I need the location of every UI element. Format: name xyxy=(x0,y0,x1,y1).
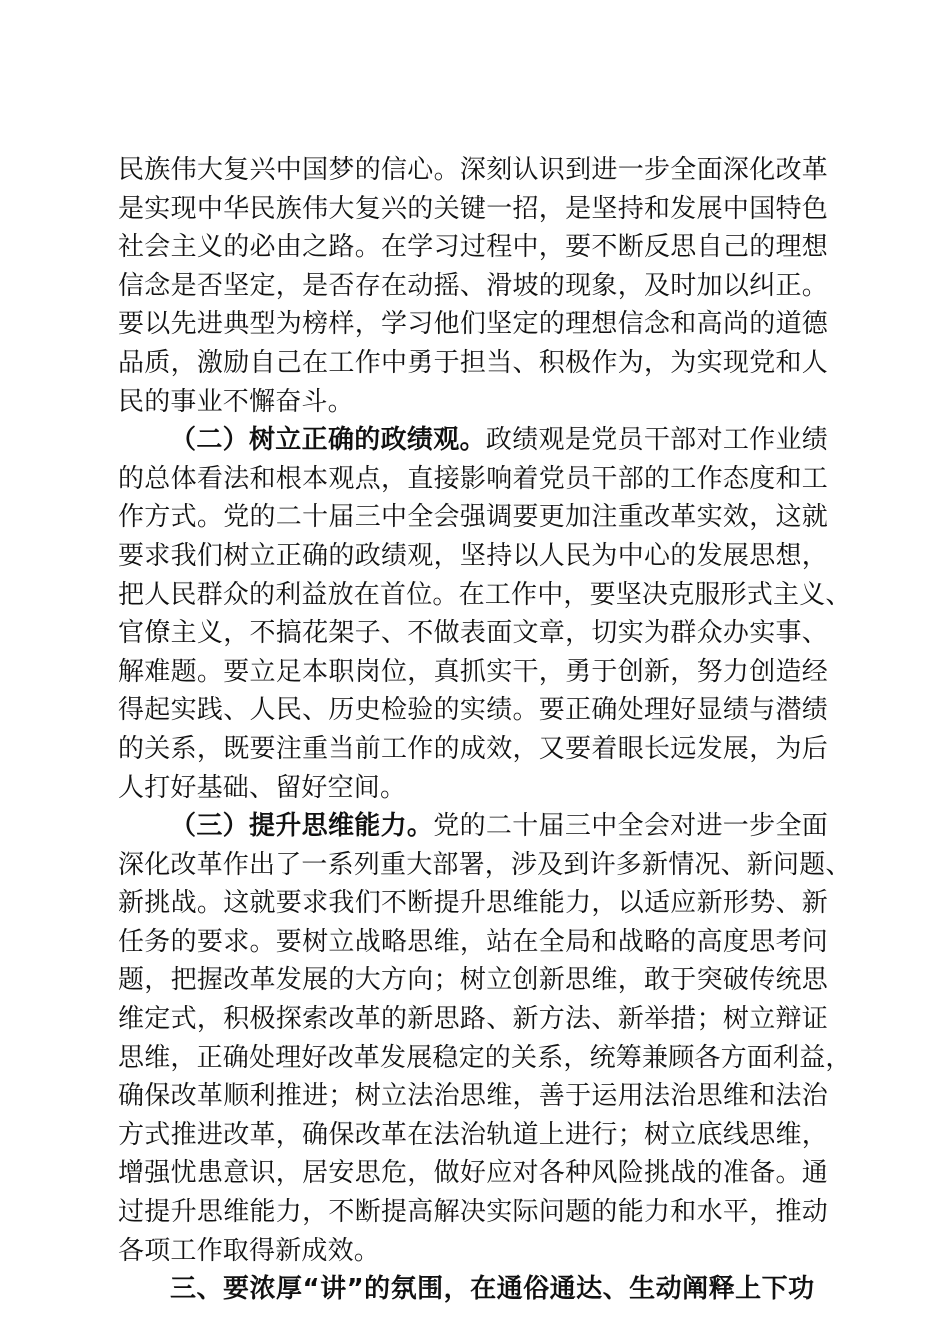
paragraph-first-line xyxy=(118,807,828,846)
text-line: 增强忧患意识，居安思危，做好应对各种风险挑战的准备。通 xyxy=(118,1158,828,1189)
section-heading-text: 三、要浓厚“讲”的氛围，在通俗通达、生动阐释上下功 xyxy=(170,1274,815,1305)
text-line: 社会主义的必由之路。在学习过程中，要不断反思自己的理想 xyxy=(118,232,828,263)
paragraph-1 xyxy=(118,151,828,421)
text-run: 政绩观是党员干部对工作业绩 xyxy=(485,425,828,456)
text-line: 的关系，既要注重当前工作的成效，又要着眼长远发展，为后 xyxy=(118,733,828,764)
section-heading xyxy=(118,1270,828,1309)
document-body xyxy=(118,151,852,1309)
text-line: 作方式。党的二十届三中全会强调要更加注重改革实效，这就 xyxy=(118,502,828,533)
text-line: 官僚主义，不搞花架子、不做表面文章，切实为群众办实事、 xyxy=(118,618,828,649)
text-line: 信念是否坚定，是否存在动摇、滑坡的现象，及时加以纠正。 xyxy=(118,270,828,301)
text-line: 深化改革作出了一系列重大部署，涉及到许多新情况、新问题、 xyxy=(118,849,852,880)
paragraph-first-line xyxy=(118,421,828,460)
section-subheading: （二）树立正确的政绩观。 xyxy=(170,425,486,456)
text-line: 要求我们树立正确的政绩观，坚持以人民为中心的发展思想， xyxy=(118,540,828,571)
text-line: 得起实践、人民、历史检验的实绩。要正确处理好显绩与潜绩 xyxy=(118,695,828,726)
text-line: 要以先进典型为榜样，学习他们坚定的理想信念和高尚的道德 xyxy=(118,309,828,340)
text-line: 新挑战。这就要求我们不断提升思维能力，以适应新形势、新 xyxy=(118,888,828,919)
text-line: 题，把握改革发展的大方向；树立创新思维，敢于突破传统思 xyxy=(118,965,828,996)
text-line: 品质，激励自己在工作中勇于担当、积极作为，为实现党和人 xyxy=(118,347,828,378)
text-line: 思维，正确处理好改革发展稳定的关系，统筹兼顾各方面利益， xyxy=(118,1042,852,1073)
text-line: 各项工作取得新成效。 xyxy=(118,1235,381,1266)
text-run: 党的二十届三中全会对进一步全面 xyxy=(433,811,828,842)
text-line: 的总体看法和根本观点，直接影响着党员干部的工作态度和工 xyxy=(118,463,828,494)
text-line: 维定式，积极探索改革的新思路、新方法、新举措；树立辩证 xyxy=(118,1004,828,1035)
text-line: 人打好基础、留好空间。 xyxy=(118,772,407,803)
text-line: 方式推进改革，确保改革在法治轨道上进行；树立底线思维， xyxy=(118,1119,828,1150)
text-line: 把人民群众的利益放在首位。在工作中，要坚决克服形式主义、 xyxy=(118,579,852,610)
text-line: 民的事业不懈奋斗。 xyxy=(118,386,354,417)
text-line: 解难题。要立足本职岗位，真抓实干，勇于创新，努力创造经 xyxy=(118,656,828,687)
paragraph-2 xyxy=(118,421,852,807)
text-line: 民族伟大复兴中国梦的信心。深刻认识到进一步全面深化改革 xyxy=(118,155,828,185)
text-line: 是实现中华民族伟大复兴的关键一招，是坚持和发展中国特色 xyxy=(118,193,828,224)
section-subheading: （三）提升思维能力。 xyxy=(170,811,434,842)
text-line: 过提升思维能力，不断提高解决实际问题的能力和水平，推动 xyxy=(118,1197,828,1228)
text-line: 任务的要求。要树立战略思维，站在全局和战略的高度思考问 xyxy=(118,926,828,957)
text-line: 确保改革顺利推进；树立法治思维，善于运用法治思维和法治 xyxy=(118,1081,828,1112)
paragraph-3 xyxy=(118,807,852,1270)
